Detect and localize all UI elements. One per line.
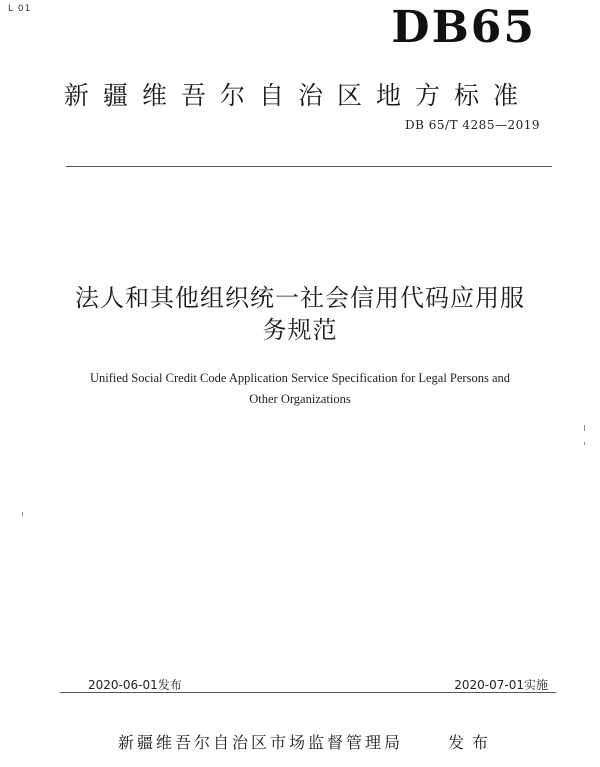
issue-label: 发布: [448, 733, 497, 752]
top-divider: [66, 166, 552, 167]
scan-speck: [584, 425, 585, 431]
ics-code: L 01: [8, 4, 32, 14]
standard-type-heading: 新疆维吾尔自治区地方标准: [64, 81, 533, 110]
publish-date: 2020-06-01发布: [88, 678, 182, 692]
bottom-divider: [60, 692, 556, 693]
title-english-line-1: Unified Social Credit Code Application Service Specification for Legal Persons and: [89, 371, 511, 385]
title-chinese-line-1: 法人和其他组织统一社会信用代码应用服: [75, 284, 525, 312]
title-chinese: [40, 282, 560, 346]
title-english-line-2: Other Organizations: [249, 392, 351, 406]
standard-number: DB 65/T 4285—2019: [405, 118, 540, 132]
scan-speck: [22, 512, 23, 516]
title-chinese-line-2: 务规范: [262, 316, 338, 344]
implement-date: 2020-07-01实施: [454, 678, 548, 692]
standard-mark: DB65: [391, 2, 536, 53]
issuing-authority: 新疆维吾尔自治区市场监督管理局: [118, 733, 404, 752]
scan-speck: [584, 442, 585, 445]
title-english: [28, 368, 572, 410]
